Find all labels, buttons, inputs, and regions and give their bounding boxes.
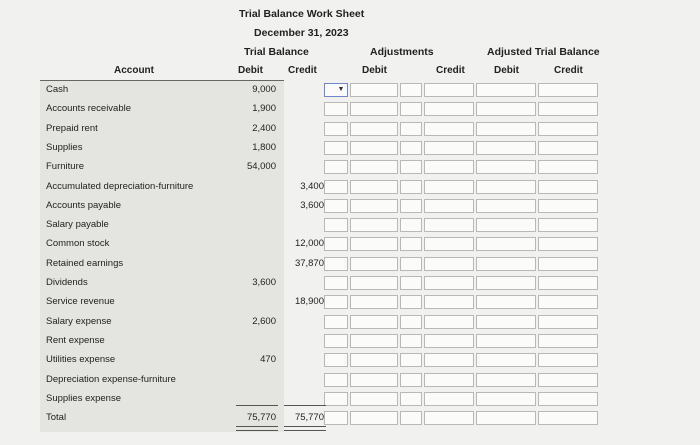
tb-debit-value: 2,600 [252,315,276,327]
adj-credit-entry[interactable] [424,141,474,155]
table-row [0,82,700,101]
atb-credit-entry[interactable] [538,257,598,271]
adj-debit-cell[interactable] [324,122,348,136]
table-row [0,275,700,294]
atb-debit-entry[interactable] [476,102,536,116]
account-name: Accumulated depreciation-furniture [46,180,194,192]
atb-debit-entry[interactable] [476,257,536,271]
adj-debit-entry[interactable] [350,334,398,348]
adj-debit-cell[interactable] [324,102,348,116]
atb-credit-entry[interactable] [538,83,598,97]
account-column-header: Account [114,65,154,76]
adj-credit-cell[interactable] [400,392,422,406]
atb-debit-entry[interactable] [476,276,536,290]
account-name: Salary expense [46,315,112,327]
atb-debit-entry[interactable] [476,411,536,425]
adj-credit-cell[interactable] [400,315,422,329]
adj-credit-cell[interactable] [400,83,422,97]
atb-credit-entry[interactable] [538,334,598,348]
atb-debit-entry[interactable] [476,141,536,155]
account-name: Salary payable [46,219,109,231]
adj-credit-cell[interactable] [400,237,422,251]
trial-balance-header: Trial Balance [244,46,309,58]
tb-debit-value: 3,600 [252,277,276,288]
adj-credit-cell[interactable] [400,122,422,136]
tb-debit-header: Debit [238,65,263,76]
atb-debit-entry[interactable] [476,83,536,97]
account-name: Accounts payable [46,199,121,211]
adj-credit-entry[interactable] [424,276,474,290]
atb-credit-entry[interactable] [538,315,598,329]
adj-credit-entry[interactable] [424,237,474,251]
adj-debit-cell[interactable] [324,315,348,329]
table-row [0,198,700,217]
adj-debit-entry[interactable] [350,276,398,290]
table-row [0,217,700,236]
adj-credit-entry[interactable] [424,411,474,425]
adj-debit-cell[interactable] [324,199,348,213]
triangle-down-icon[interactable]: ▼ [337,86,345,93]
adj-credit-entry[interactable] [424,180,474,194]
account-name: Accounts receivable [46,103,132,115]
table-row [0,121,700,140]
adj-credit-cell[interactable] [400,160,422,174]
table-row [0,140,700,159]
atb-debit-entry[interactable] [476,122,536,136]
table-row [0,410,700,429]
account-name: Supplies expense [46,392,121,404]
atb-debit-entry[interactable] [476,353,536,367]
atb-credit-entry[interactable] [538,276,598,290]
tb-debit-value: 470 [260,354,276,366]
atb-credit-entry[interactable] [538,353,598,367]
atb-credit-entry[interactable] [538,180,598,194]
tb-debit-double-rule [236,426,278,431]
atb-credit-entry[interactable] [538,295,598,309]
atb-credit-entry[interactable] [538,199,598,213]
tb-debit-total-rule [236,405,278,406]
adj-debit-cell[interactable] [324,353,348,367]
adj-debit-entry[interactable] [350,411,398,425]
adj-credit-cell[interactable] [400,102,422,116]
atb-credit-entry[interactable] [538,122,598,136]
adj-debit-entry[interactable] [350,392,398,406]
atb-credit-entry[interactable] [538,411,598,425]
adj-debit-cell[interactable] [324,257,348,271]
adj-credit-cell[interactable] [400,141,422,155]
account-name: Cash [46,84,69,95]
adj-debit-entry[interactable] [350,102,398,116]
atb-credit-entry[interactable] [538,237,598,251]
atb-debit-entry[interactable] [476,315,536,329]
tb-debit-value: 1,900 [252,103,276,115]
adj-debit-cell[interactable] [324,237,348,251]
adj-credit-cell[interactable] [400,295,422,309]
atb-credit-entry[interactable] [538,141,598,155]
adj-debit-entry[interactable] [350,373,398,387]
adj-debit-cell[interactable] [324,180,348,194]
adj-credit-entry[interactable] [424,102,474,116]
adj-credit-entry[interactable] [424,315,474,329]
table-row [0,294,700,313]
tb-credit-header: Credit [288,65,317,76]
adj-debit-cell[interactable] [324,83,348,97]
adjusted-trial-balance-header: Adjusted Trial Balance [487,46,600,58]
atb-credit-entry[interactable] [538,373,598,387]
account-name: Service revenue [46,296,115,308]
atb-debit-entry[interactable] [476,334,536,348]
atb-debit-entry[interactable] [476,392,536,406]
table-row [0,159,700,178]
tb-credit-value: 37,870 [294,257,324,269]
atb-debit-entry[interactable] [476,160,536,174]
sheet-date: December 31, 2023 [254,27,349,39]
tb-debit-value: 1,800 [252,141,276,153]
atb-debit-entry[interactable] [476,295,536,309]
sheet-title: Trial Balance Work Sheet [239,8,365,20]
adj-credit-entry[interactable] [424,218,474,232]
adj-credit-cell[interactable] [400,218,422,232]
table-row [0,391,700,410]
adj-credit-cell[interactable] [400,334,422,348]
account-name: Common stock [46,238,110,250]
tb-credit-value: 3,600 [300,199,324,211]
adj-debit-entry[interactable] [350,160,398,174]
table-row [0,372,700,391]
adj-debit-cell[interactable] [324,160,348,174]
adj-credit-entry[interactable] [424,334,474,348]
adj-debit-cell[interactable] [324,392,348,406]
adj-credit-entry[interactable] [424,83,474,97]
atb-debit-header: Debit [494,65,519,76]
account-name: Dividends [46,277,88,288]
adj-credit-entry[interactable] [424,160,474,174]
atb-debit-entry[interactable] [476,180,536,194]
adj-debit-entry[interactable] [350,353,398,367]
tb-credit-value: 3,400 [300,180,324,192]
account-name: Prepaid rent [46,122,98,134]
adj-credit-entry[interactable] [424,353,474,367]
adj-credit-entry[interactable] [424,122,474,136]
adjustments-header: Adjustments [370,46,434,58]
tb-debit-value: 54,000 [246,161,276,173]
adj-debit-entry[interactable] [350,315,398,329]
account-header-rule [40,80,284,81]
adj-debit-entry[interactable] [350,295,398,309]
adj-credit-cell[interactable] [400,180,422,194]
adj-credit-cell[interactable] [400,276,422,290]
adj-credit-cell[interactable] [400,373,422,387]
tb-credit-total-rule [284,405,326,406]
adj-debit-cell[interactable] [324,218,348,232]
adj-debit-entry[interactable] [350,257,398,271]
table-row [0,256,700,275]
adj-debit-entry[interactable] [350,218,398,232]
tb-credit-value: 75,770 [294,412,324,424]
adj-debit-entry[interactable] [350,180,398,194]
tb-credit-value: 18,900 [294,296,324,308]
tb-debit-value: 2,400 [252,122,276,134]
account-name: Retained earnings [46,257,124,269]
atb-credit-entry[interactable] [538,102,598,116]
adj-credit-cell[interactable] [400,199,422,213]
adj-debit-cell[interactable] [324,411,348,425]
adj-debit-cell[interactable] [324,295,348,309]
atb-debit-entry[interactable] [476,237,536,251]
account-name: Rent expense [46,334,105,346]
table-row [0,352,700,371]
table-row [0,101,700,120]
account-name: Total [46,412,67,424]
tb-credit-value: 12,000 [294,238,324,250]
adj-credit-header: Credit [436,65,465,76]
atb-debit-entry[interactable] [476,199,536,213]
tb-debit-value: 9,000 [252,84,276,95]
atb-credit-header: Credit [554,65,583,76]
adj-debit-cell[interactable] [324,334,348,348]
adj-credit-entry[interactable] [424,295,474,309]
adj-debit-entry[interactable] [350,83,398,97]
adj-credit-entry[interactable] [424,373,474,387]
atb-debit-entry[interactable] [476,218,536,232]
tb-credit-double-rule [284,426,326,431]
adj-credit-cell[interactable] [400,353,422,367]
table-row [0,236,700,255]
account-name: Furniture [46,161,85,173]
adj-credit-entry[interactable] [424,199,474,213]
adj-debit-entry[interactable] [350,141,398,155]
account-name: Utilities expense [46,354,116,366]
tb-debit-value: 75,770 [246,412,276,424]
table-row [0,314,700,333]
table-row [0,333,700,352]
adj-credit-entry[interactable] [424,392,474,406]
adj-credit-cell[interactable] [400,411,422,425]
adj-debit-cell[interactable] [324,276,348,290]
account-name: Supplies [46,141,83,153]
atb-credit-entry[interactable] [538,218,598,232]
atb-debit-entry[interactable] [476,373,536,387]
adj-debit-header: Debit [362,65,387,76]
atb-credit-entry[interactable] [538,160,598,174]
adj-debit-cell[interactable] [324,373,348,387]
adj-debit-cell[interactable] [324,141,348,155]
adj-debit-entry[interactable] [350,122,398,136]
adj-debit-entry[interactable] [350,237,398,251]
account-name: Depreciation expense-furniture [46,373,176,385]
adj-debit-entry[interactable] [350,199,398,213]
adj-credit-cell[interactable] [400,257,422,271]
adj-credit-entry[interactable] [424,257,474,271]
atb-credit-entry[interactable] [538,392,598,406]
table-row [0,179,700,198]
